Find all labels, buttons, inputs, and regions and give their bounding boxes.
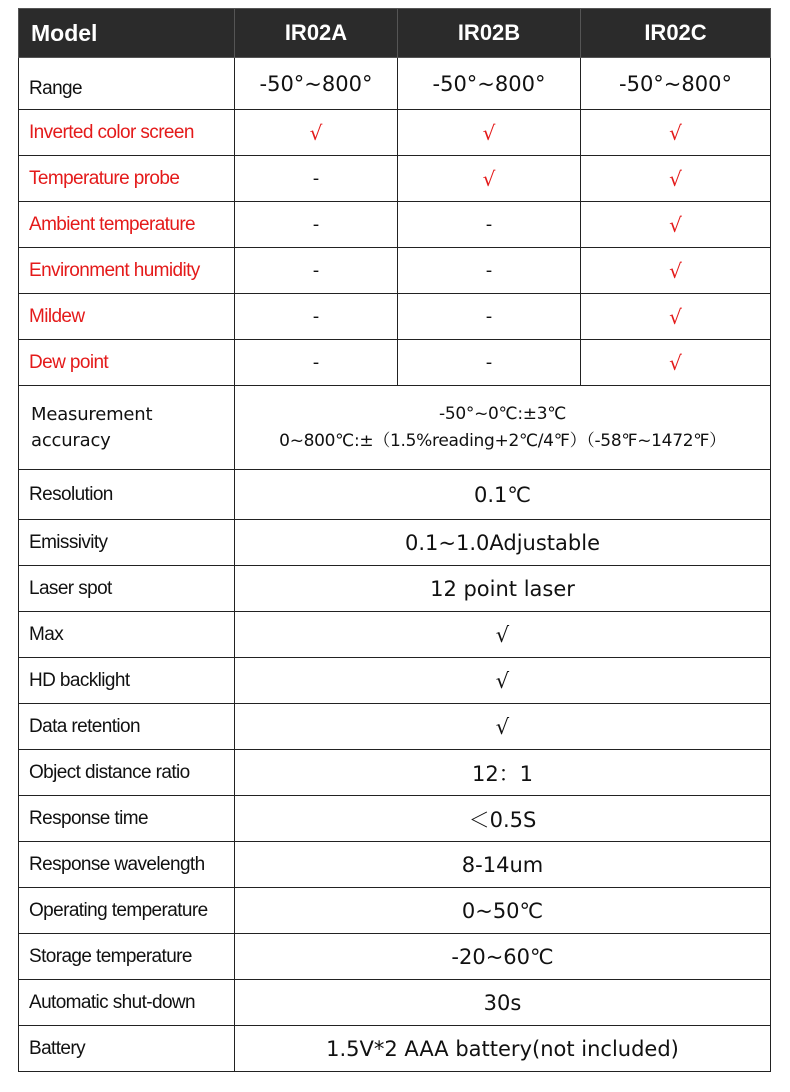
- header-model-label: Model: [19, 9, 235, 58]
- table-row-spec: [19, 566, 771, 612]
- table-row-feature: [19, 294, 771, 340]
- accuracy-label-line2: accuracy: [31, 429, 111, 451]
- row-label: Emissivity: [19, 520, 235, 566]
- table-row-spec: [19, 934, 771, 980]
- accuracy-value: [235, 386, 771, 470]
- spec-value: 8-14um: [235, 842, 771, 888]
- check-mark: √: [235, 704, 771, 750]
- not-available-dash: -: [398, 294, 581, 340]
- table-row-accuracy: [19, 386, 771, 470]
- table-header-row: [19, 9, 771, 58]
- header-model-ir02b: IR02B: [398, 9, 581, 58]
- row-label: Automatic shut-down: [19, 980, 235, 1026]
- check-mark: √: [398, 110, 581, 156]
- row-label: [19, 386, 235, 470]
- spec-value: 12：1: [235, 750, 771, 796]
- not-available-dash: -: [235, 248, 398, 294]
- not-available-dash: -: [235, 202, 398, 248]
- table-row-feature: [19, 110, 771, 156]
- check-mark: √: [581, 110, 771, 156]
- check-mark: √: [581, 340, 771, 386]
- table-row-spec: [19, 842, 771, 888]
- row-label: Ambient temperature: [19, 202, 235, 248]
- row-label: Storage temperature: [19, 934, 235, 980]
- table-row-spec: [19, 470, 771, 520]
- not-available-dash: -: [235, 156, 398, 202]
- accuracy-label-line1: Measurement: [31, 404, 153, 426]
- spec-value: -20~60℃: [235, 934, 771, 980]
- accuracy-line2: 0~800℃:±（1.5%reading+2℃/4℉）（-58℉~1472℉）: [279, 430, 726, 451]
- row-label: Laser spot: [19, 566, 235, 612]
- not-available-dash: -: [235, 294, 398, 340]
- table-row-spec: [19, 704, 771, 750]
- check-mark: √: [235, 110, 398, 156]
- spec-value: 0~50℃: [235, 888, 771, 934]
- check-mark: √: [235, 612, 771, 658]
- table-row-feature: [19, 202, 771, 248]
- spec-value: 12 point laser: [235, 566, 771, 612]
- table-row-spec: [19, 980, 771, 1026]
- spec-value: 1.5V*2 AAA battery(not included): [235, 1026, 771, 1072]
- not-available-dash: -: [398, 202, 581, 248]
- row-label: Inverted color screen: [19, 110, 235, 156]
- row-label: Response wavelength: [19, 842, 235, 888]
- row-label: Dew point: [19, 340, 235, 386]
- row-label: Resolution: [19, 470, 235, 520]
- row-label: Response time: [19, 796, 235, 842]
- row-label: Temperature probe: [19, 156, 235, 202]
- range-value-ir02c: -50°~800°: [581, 58, 771, 110]
- spec-value: 30s: [235, 980, 771, 1026]
- header-model-ir02a: IR02A: [235, 9, 398, 58]
- check-mark: √: [235, 658, 771, 704]
- header-model-ir02c: IR02C: [581, 9, 771, 58]
- row-label: Object distance ratio: [19, 750, 235, 796]
- row-label: Range: [19, 58, 235, 110]
- table-row-feature: [19, 340, 771, 386]
- range-value-ir02b: -50°~800°: [398, 58, 581, 110]
- spec-value: ＜0.5S: [235, 796, 771, 842]
- check-mark: √: [581, 202, 771, 248]
- spec-value: 0.1~1.0Adjustable: [235, 520, 771, 566]
- row-label: Environment humidity: [19, 248, 235, 294]
- table-row-feature: [19, 156, 771, 202]
- table-row-spec: [19, 658, 771, 704]
- table-row-spec: [19, 888, 771, 934]
- table-row-spec: [19, 796, 771, 842]
- check-mark: √: [581, 294, 771, 340]
- row-label: Battery: [19, 1026, 235, 1072]
- accuracy-line1: -50°~0℃:±3℃: [439, 404, 566, 425]
- row-label: Data retention: [19, 704, 235, 750]
- row-label: Max: [19, 612, 235, 658]
- not-available-dash: -: [235, 340, 398, 386]
- table-row-feature: [19, 248, 771, 294]
- not-available-dash: -: [398, 248, 581, 294]
- range-value-ir02a: -50°~800°: [235, 58, 398, 110]
- table-row-spec: [19, 1026, 771, 1072]
- spec-table: [18, 8, 771, 1072]
- check-mark: √: [398, 156, 581, 202]
- check-mark: √: [581, 156, 771, 202]
- table-row-spec: [19, 750, 771, 796]
- table-row-spec: [19, 612, 771, 658]
- not-available-dash: -: [398, 340, 581, 386]
- check-mark: √: [581, 248, 771, 294]
- row-label: Mildew: [19, 294, 235, 340]
- table-row-spec: [19, 520, 771, 566]
- spec-value: 0.1℃: [235, 470, 771, 520]
- row-label: Operating temperature: [19, 888, 235, 934]
- table-row-range: [19, 58, 771, 110]
- row-label: HD backlight: [19, 658, 235, 704]
